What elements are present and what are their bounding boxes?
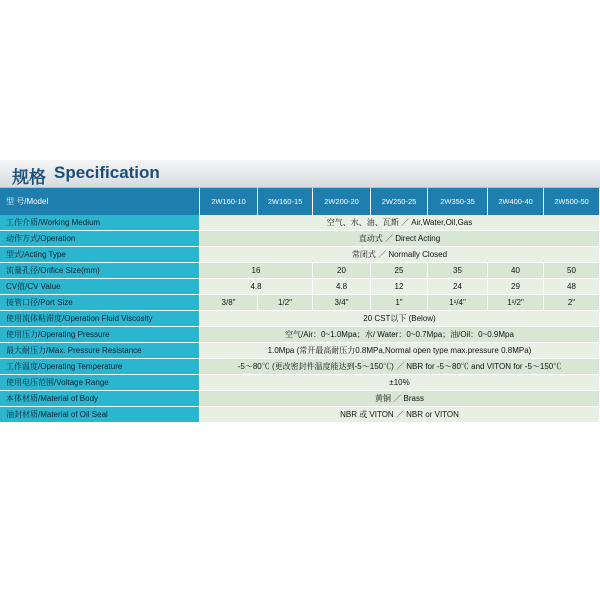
row-body-material — [0, 391, 600, 407]
row-value: 25 — [371, 263, 428, 278]
row-value: -5～80℃ (更改密封件温度能达到-5～150℃) ／ NBR for -5～80℃ and VITON for -5～150℃ — [200, 359, 600, 374]
row-label: 动作方式/Operation — [0, 231, 200, 246]
row-value: 20 — [313, 263, 371, 278]
model-cell: 2W200-20 — [313, 188, 371, 215]
row-operating-temperature — [0, 359, 600, 375]
row-value: 1.0Mpa (常开最高耐压力0.8MPa,Normal open type max.pressure 0.8MPa) — [200, 343, 600, 358]
row-value: 20 CST以下 (Below) — [200, 311, 600, 326]
row-max-pressure — [0, 343, 600, 359]
row-value: 3/8" — [200, 295, 258, 310]
row-value: 空气、水、油、瓦斯 ／ Air,Water,Oil,Gas — [200, 215, 600, 230]
row-value: 16 — [200, 263, 313, 278]
row-value: 3/4" — [313, 295, 371, 310]
row-value: 黄铜 ／ Brass — [200, 391, 600, 406]
row-voltage-range — [0, 375, 600, 391]
row-value: 29 — [488, 279, 544, 294]
model-cell: 2W250-25 — [371, 188, 428, 215]
model-cell: 2W160-10 — [200, 188, 258, 215]
row-value: NBR 或 VITON ／ NBR or VITON — [200, 407, 600, 422]
row-operation — [0, 231, 600, 247]
row-working-medium — [0, 215, 600, 231]
row-value: ±10% — [200, 375, 600, 390]
title-english: Specification — [54, 163, 160, 182]
row-value: 24 — [428, 279, 488, 294]
row-value: 12 — [371, 279, 428, 294]
row-label: 工作温度/Operating Temperature — [0, 359, 200, 374]
row-value: 直动式 ／ Direct Acting — [200, 231, 600, 246]
row-port-size — [0, 295, 600, 311]
model-cell: 2W500-50 — [544, 188, 600, 215]
row-value: 40 — [488, 263, 544, 278]
row-fluid-viscosity — [0, 311, 600, 327]
row-value: 35 — [428, 263, 488, 278]
row-value: 1¹/4" — [428, 295, 488, 310]
row-label: 使用流体粘滞度/Operation Fluid Viscosity — [0, 311, 200, 326]
row-label: 使用压力/Operating Pressure — [0, 327, 200, 342]
row-label: 本体材质/Material of Body — [0, 391, 200, 406]
model-cell: 2W400-40 — [488, 188, 544, 215]
row-label: 工作介质/Working Medium — [0, 215, 200, 230]
row-cv-value — [0, 279, 600, 295]
row-orifice-size — [0, 263, 600, 279]
row-operating-pressure — [0, 327, 600, 343]
model-header-row — [0, 188, 600, 215]
row-value: 48 — [544, 279, 600, 294]
row-oil-seal-material — [0, 407, 600, 423]
row-value: 4.8 — [313, 279, 371, 294]
row-value: 50 — [544, 263, 600, 278]
row-value: 空气/Air：0~1.0Mpa；水/ Water：0~0.7Mpa；油/Oil：0~0.9Mpa — [200, 327, 600, 342]
row-acting-type — [0, 247, 600, 263]
model-cell: 2W350-35 — [428, 188, 488, 215]
row-value: 1/2" — [258, 295, 313, 310]
row-value: 1" — [371, 295, 428, 310]
row-label: 最大耐压力/Max. Pressure Resistance — [0, 343, 200, 358]
row-label: 油封材质/Material of Oil Seal — [0, 407, 200, 422]
row-value: 常闭式 ／ Normally Closed — [200, 247, 600, 262]
row-label: 流量孔径/Orifice Size(mm) — [0, 263, 200, 278]
spec-title-bar — [0, 160, 600, 188]
row-label: 接管口径/Port Size — [0, 295, 200, 310]
row-value: 2" — [544, 295, 600, 310]
model-label: 型 号/Model — [0, 188, 200, 215]
row-value: 1¹/2" — [488, 295, 544, 310]
model-cell: 2W160-15 — [258, 188, 313, 215]
row-value: 4.8 — [200, 279, 313, 294]
row-label: 使用电压范围/Voltage Range — [0, 375, 200, 390]
row-label: CV值/CV Value — [0, 279, 200, 294]
row-label: 型式/Acting Type — [0, 247, 200, 262]
title-chinese: 规格 — [12, 168, 46, 188]
